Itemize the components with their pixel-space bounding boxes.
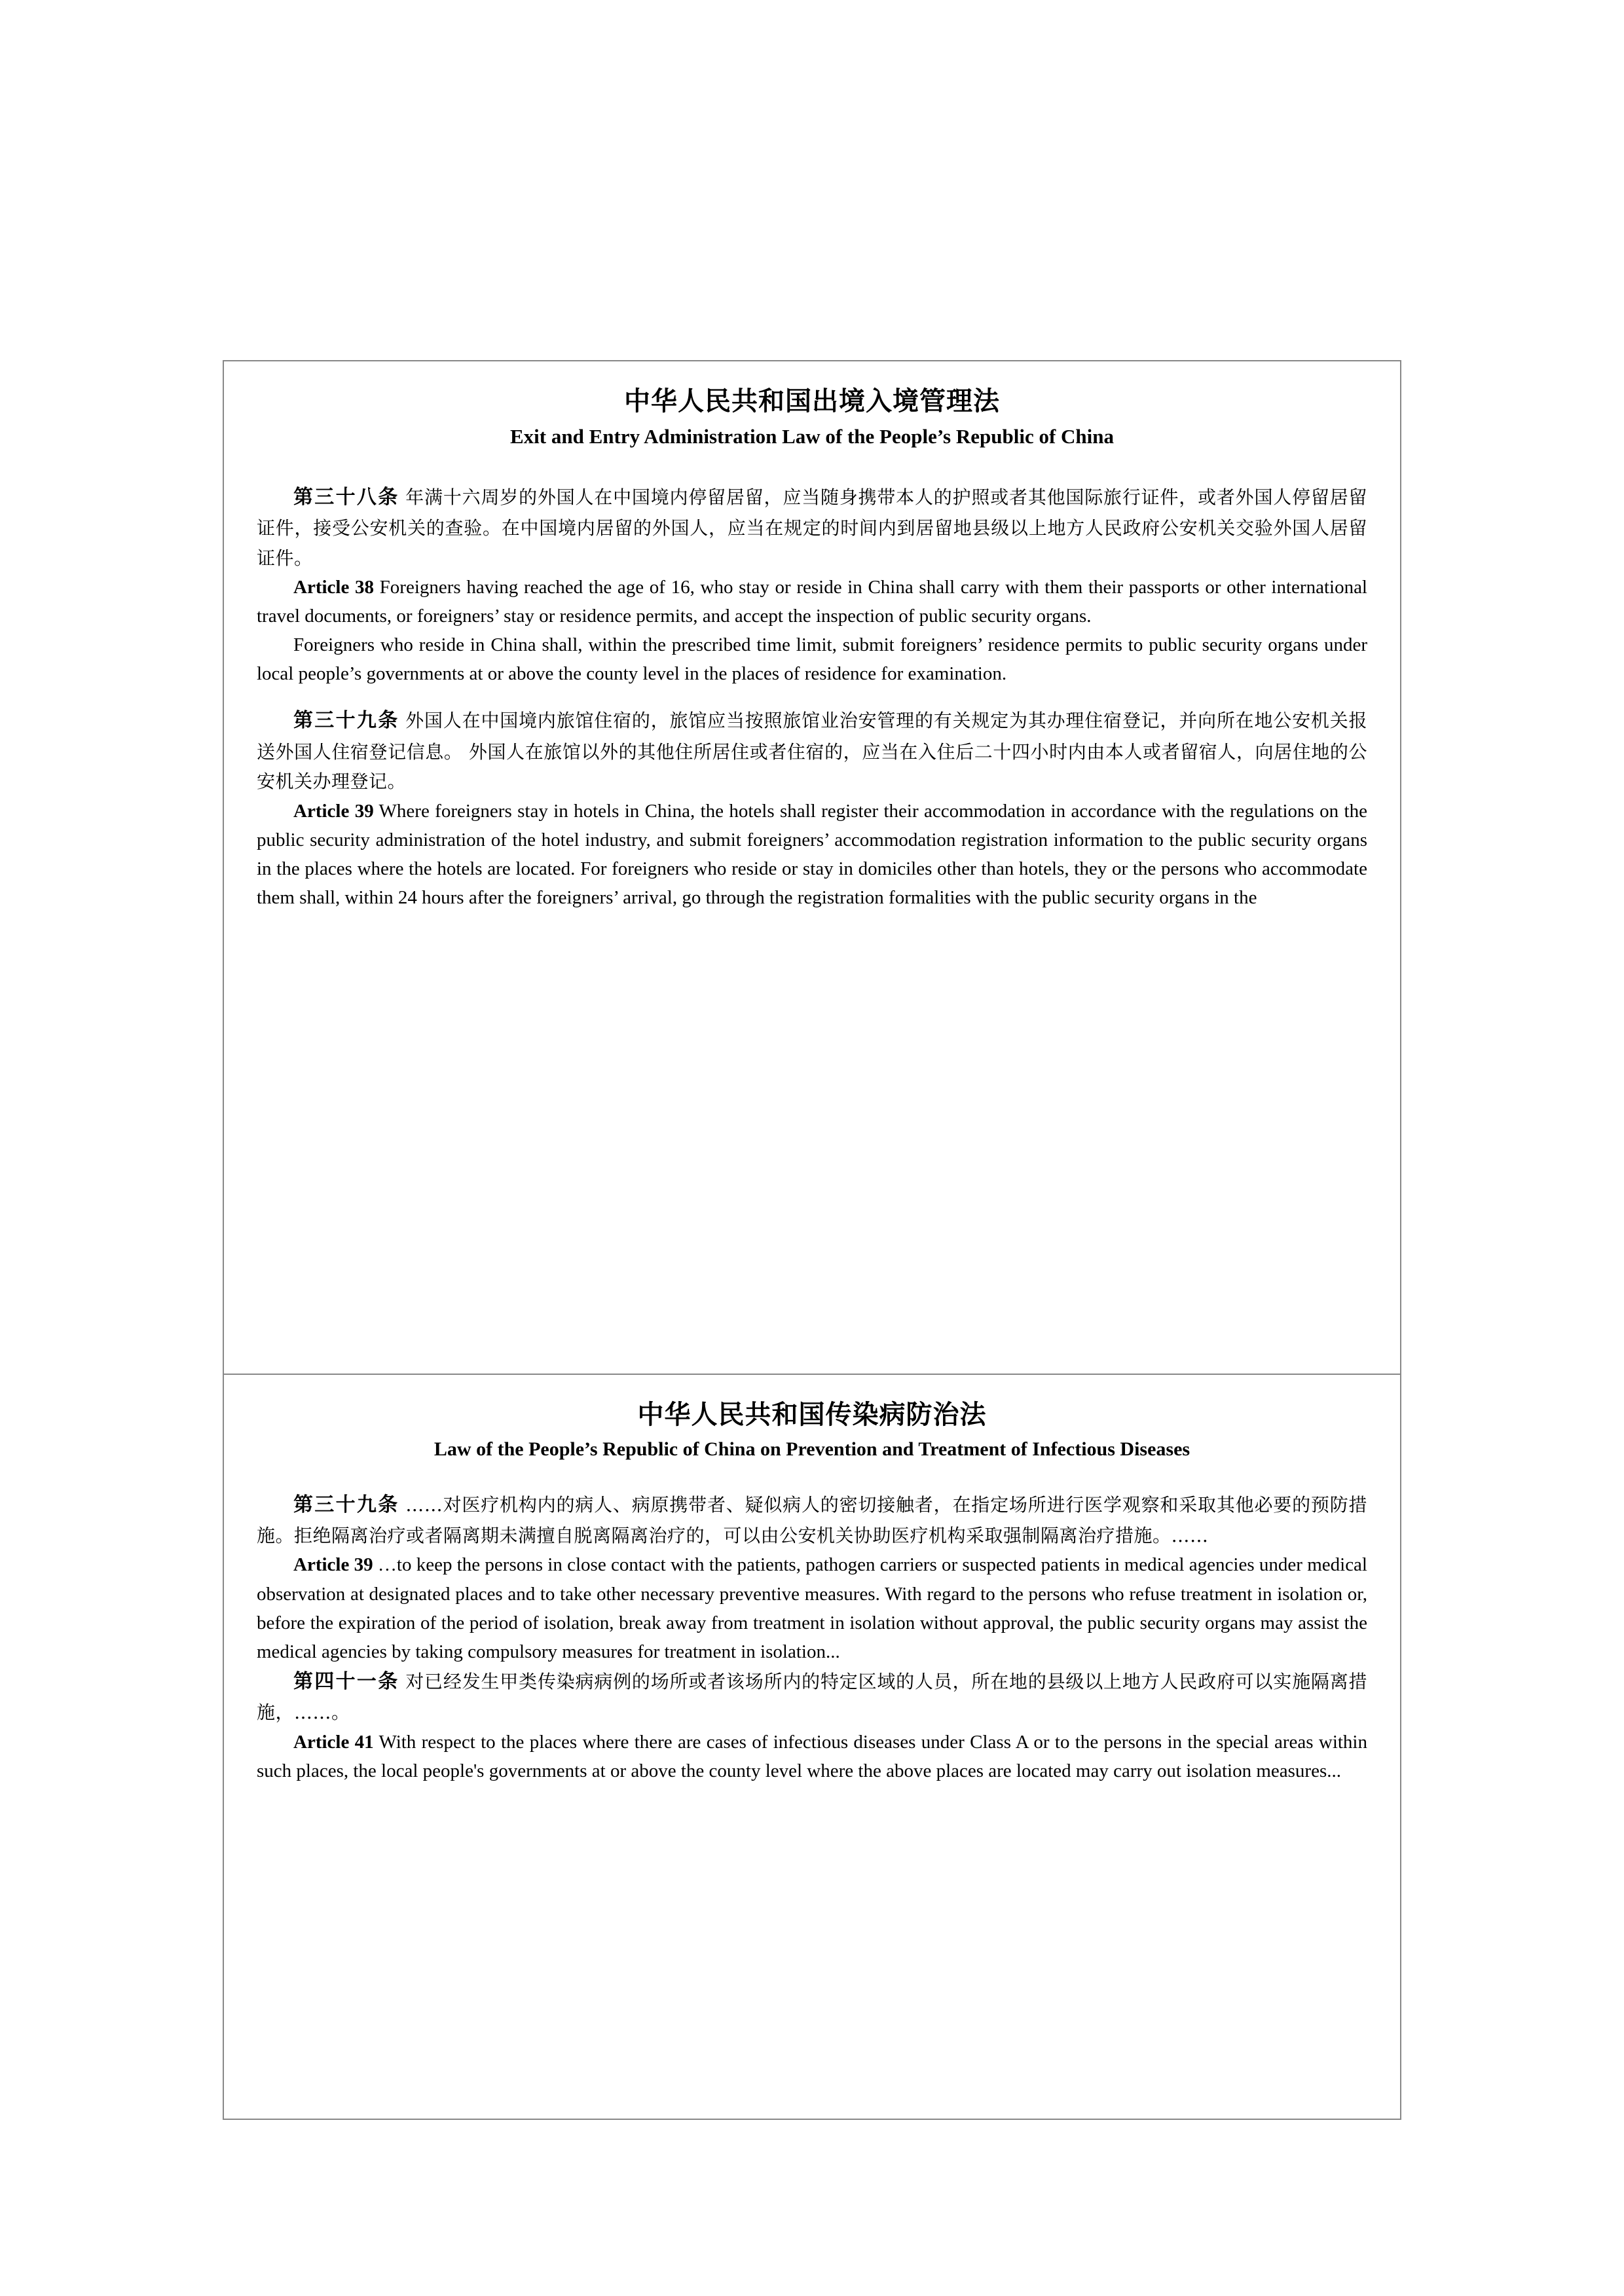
article-marker-cn: 第三十九条: [293, 1493, 399, 1516]
article-marker-cn: 第四十一条: [293, 1669, 399, 1693]
article-paragraph-cn: [257, 482, 1367, 573]
article-text-cn: 年满十六周岁的外国人在中国境内停留居留，应当随身携带本人的护照或者其他国际旅行证件，或者外国人停留居留证件，接受公安机关的查验。在中国境内居留的外国人，应当在规定的时间内到居留地县级以上地方人民政府公安机关交验外国人居留证件。: [257, 486, 1368, 569]
spacer: [257, 1472, 1367, 1489]
article-text-en: Foreigners who reside in China shall, within the prescribed time limit, submit foreigners’ residence permits to public security organs under local people’s governments at or above the county level in the places of residence for examination.: [257, 634, 1367, 685]
article-text-en: Foreigners having reached the age of 16, who stay or reside in China shall carry with them their passports or other international travel documents, or foreigners’ stay or residence permits, and accept the inspection of public security organs.: [257, 577, 1367, 627]
article-paragraph-en: [257, 573, 1367, 630]
article-paragraph-cn: [257, 705, 1367, 796]
section-title-chinese: 中华人民共和国传染病防治法: [637, 1399, 987, 1430]
article-paragraph-cn: [257, 1489, 1367, 1551]
article-paragraph-en: [257, 1728, 1367, 1785]
article-paragraph-cn: [257, 1666, 1367, 1728]
article-paragraph-en: [257, 1550, 1367, 1666]
article-marker-cn: 第三十八条: [293, 485, 399, 509]
section-title-chinese: 中华人民共和国出境入境管理法: [624, 386, 1000, 416]
article-text-en: Where foreigners stay in hotels in China, the hotels shall register their accommodation in accordance with the regulations on the public security administration of the hotel industry, and submit foreigners’ accommodation registration information to the public security organs in the places where the hotels are located. For foreigners who reside or stay in domiciles other than hotels, they or the persons who accommodate them shall, within 24 hours after the foreigners’ arrival, go through the registration formalities with the public security organs in the: [257, 800, 1367, 909]
article-marker-en: Article 41: [293, 1731, 374, 1753]
article-marker-en: Article 38: [293, 577, 374, 598]
article-paragraph-en: [257, 797, 1367, 912]
section-title-english: Law of the People’s Republic of China on Prevention and Treatment of Infectious Diseases: [434, 1438, 1190, 1460]
article-marker-en: Article 39: [293, 800, 374, 822]
article-marker-cn: 第三十九条: [293, 709, 399, 733]
article-text-en: …to keep the persons in close contact with the patients, pathogen carriers or suspected patients in medical agencies under medical observation at designated places and to take other necessary preventive measures. With regard to the persons who refuse treatment in isolation or, before the expiration of the period of isolation, break away from treatment in isolation without approval, the public security organs may assist the medical agencies by taking compulsory measures for treatment in isolation...: [257, 1554, 1367, 1662]
article-text-en: With respect to the places where there are cases of infectious diseases under Class A or to the persons in the special areas within such places, the local people's governments at or above the county level where the above places are located may carry out isolation measures...: [257, 1731, 1367, 1781]
law-section-exit-entry: [223, 360, 1401, 1374]
section-title-english: Exit and Entry Administration Law of the People’s Republic of China: [509, 425, 1115, 448]
article-text-cn: 对已经发生甲类传染病病例的场所或者该场所内的特定区域的人员，所在地的县级以上地方人民政府可以实施隔离措施，……。: [257, 1670, 1368, 1724]
spacer: [257, 460, 1367, 482]
law-section-infectious-diseases: [223, 1374, 1401, 2120]
article-paragraph-en-continued: [257, 630, 1367, 688]
article-marker-en: Article 39: [293, 1554, 373, 1576]
article-text-cn: 外国人在中国境内旅馆住宿的，旅馆应当按照旅馆业治安管理的有关规定为其办理住宿登记，并向所在地公安机关报送外国人住宿登记信息。 外国人在旅馆以外的其他住所居住或者住宿的，应当在入住后二十四小时内由本人或者留宿人，向居住地的公安机关办理登记。: [257, 710, 1368, 793]
spacer: [257, 688, 1367, 705]
article-text-cn: ……对医疗机构内的病人、病原携带者、疑似病人的密切接触者，在指定场所进行医学观察和采取其他必要的预防措施。拒绝隔离治疗或者隔离期未满擅自脱离隔离治疗的，可以由公安机关协助医疗机构采取强制隔离治疗措施。……: [257, 1493, 1368, 1547]
